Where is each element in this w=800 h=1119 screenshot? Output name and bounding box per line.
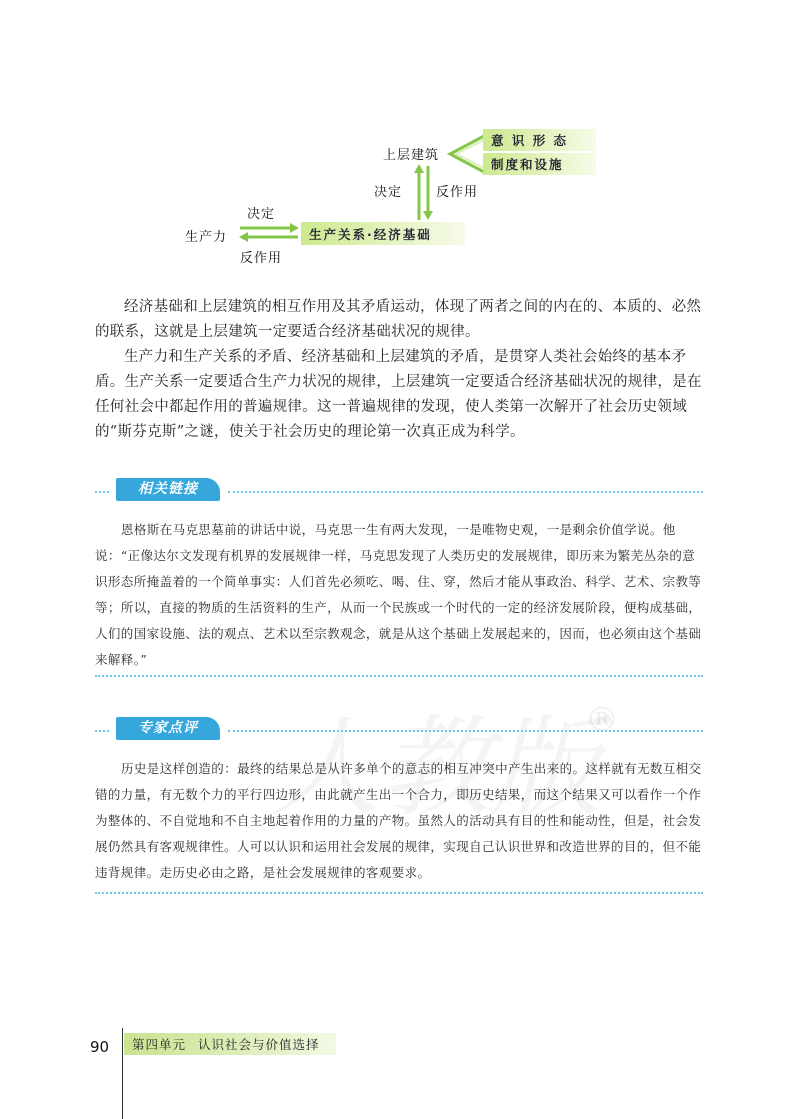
watermark-registered-mark: ® bbox=[585, 700, 619, 740]
determines-horizontal-label: 决定 bbox=[247, 207, 276, 222]
structure-diagram bbox=[0, 0, 800, 280]
expert-comment-text: 历史是这样创造的：最终的结果总是从许多单个的意志的相互冲突中产生出来的。这样就有无数互相交错的力量，有无数个力的平行四边形，由此就产生出一个合力，即历史结果，而这个结果又可以看作一个作为整体的、不自觉地和不自主地起着作用的力量的产物。虽然人的活动具有目的性和能动性，但是，社会发展仍然具有客观规律性。人可以认识和运用社会发展的规律，实现自己认识世界和改造世界的目的，但不能违背规律。走历史必由之路，是社会发展规律的客观要求。 bbox=[95, 761, 702, 880]
page-number: 90 bbox=[90, 1038, 110, 1056]
footer-unit-title: 认识社会与价值选择 bbox=[198, 1037, 320, 1052]
productive-forces-label: 生产力 bbox=[185, 230, 228, 245]
related-link-top-dotline-right bbox=[228, 491, 703, 493]
expert-comment-top-dotline bbox=[95, 730, 109, 732]
reacts-horizontal-label: 反作用 bbox=[240, 251, 283, 266]
footer-divider bbox=[122, 1028, 123, 1119]
paragraph-2: 生产力和生产关系的矛盾、经济基础和上层建筑的矛盾，是贯穿人类社会始终的基本矛盾。生产关系一定要适合生产力状况的规律，上层建筑一定要适合经济基础状况的规律，是在任何社会中都起作用的普遍规律。这一普遍规律的发现，使人类第一次解开了社会历史领域的“斯芬克斯”之谜，使关于社会历史的理论第一次真正成为科学。 bbox=[95, 349, 702, 440]
paragraph-1: 经济基础和上层建筑的相互作用及其矛盾运动，体现了两者之间的内在的、本质的、必然的联系，这就是上层建筑一定要适合经济基础状况的规律。 bbox=[95, 299, 702, 340]
related-link-top-dotline bbox=[95, 491, 109, 493]
expert-comment-tag: 专家点评 bbox=[116, 717, 220, 740]
bracket-icon bbox=[444, 132, 488, 176]
vertical-arrows-icon bbox=[411, 164, 437, 222]
superstructure-label: 上层建筑 bbox=[383, 148, 440, 163]
reacts-vertical-label: 反作用 bbox=[436, 185, 479, 200]
related-link-text: 恩格斯在马克思墓前的讲话中说，马克思一生有两大发现，一是唯物史观，一是剩余价值学说。他说：“正像达尔文发现有机界的发展规律一样，马克思发现了人类历史的发展规律，即历来为繁芜丛杂的意识形态所掩盖着的一个简单事实：人们首先必须吃、喝、住、穿，然后才能从事政治、科学、艺术、宗教等等；所以，直接的物质的生活资料的生产，从而一个民族或一个时代的一定的经济发展阶段，便构成基础，人们的国家设施、法的观点、艺术以至宗教观念，就是从这个基础上发展起来的，因而，也必须由这个基础来解释。” bbox=[95, 522, 702, 667]
expert-comment-bottom-dotline bbox=[95, 892, 703, 894]
economic-base-box: 生产关系·经济基础 bbox=[301, 222, 465, 245]
related-link-tag: 相关链接 bbox=[116, 478, 220, 501]
determines-vertical-label: 决定 bbox=[374, 185, 403, 200]
expert-comment-top-dotline-right bbox=[228, 730, 703, 732]
ideology-box: 意 识 形 态 bbox=[483, 129, 596, 151]
footer-unit-bar bbox=[124, 1033, 336, 1055]
horizontal-arrows-icon bbox=[238, 222, 300, 244]
institutions-box: 制度和设施 bbox=[483, 153, 596, 175]
footer-unit: 第四单元 bbox=[132, 1037, 187, 1052]
related-link-bottom-dotline bbox=[95, 675, 703, 677]
